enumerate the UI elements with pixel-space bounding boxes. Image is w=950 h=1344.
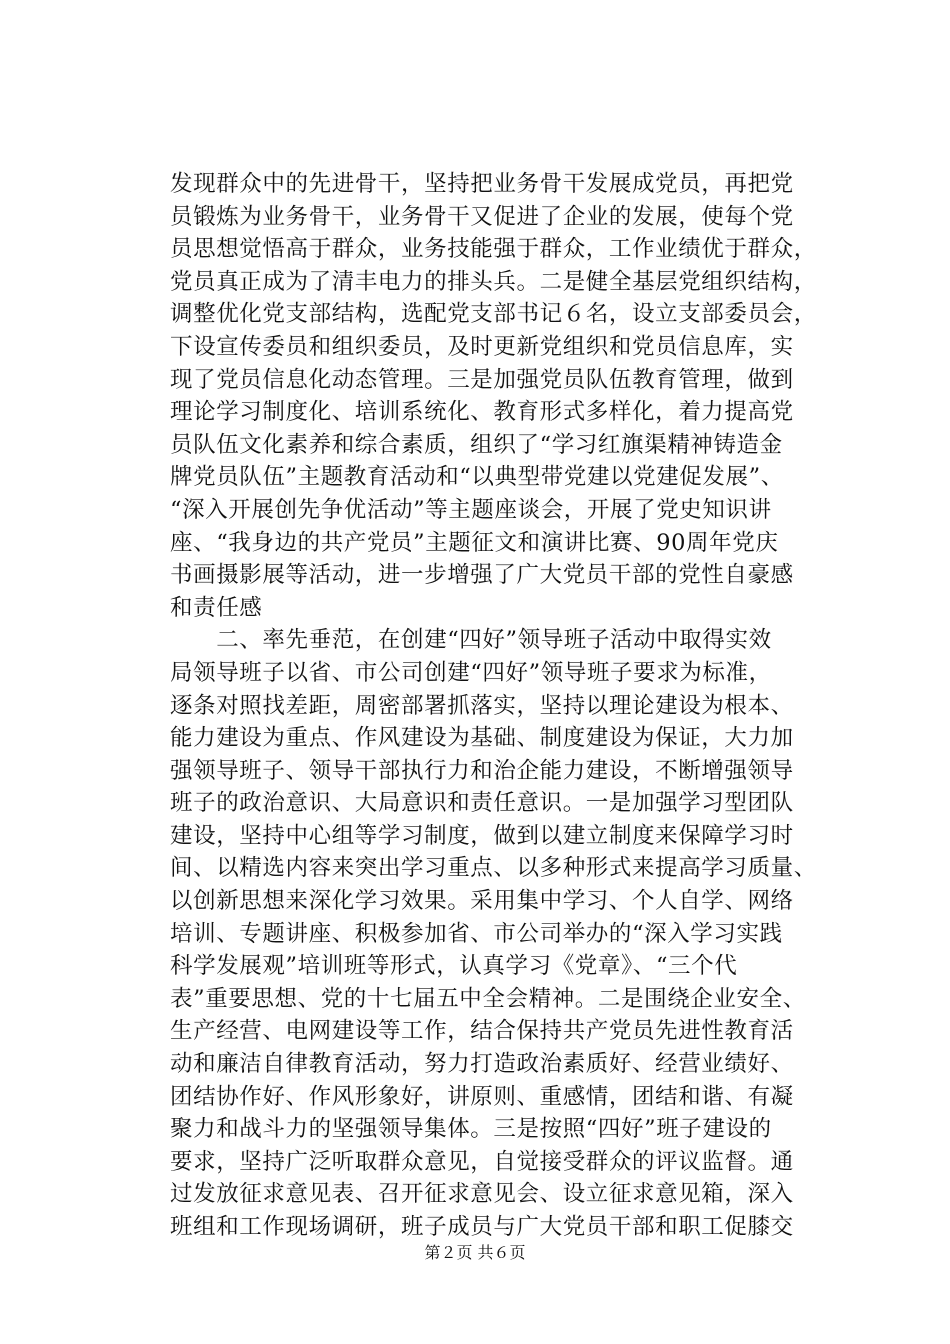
text-line: 聚力和战斗力的坚强领导集体。三是按照“四好”班子建设的 (170, 1116, 772, 1143)
text-line: 座、“我身边的共产党员”主题征文和演讲比赛、90周年党庆 (170, 529, 779, 556)
text-line: 现了党员信息化动态管理。三是加强党员队伍教育管理，做到 (170, 366, 794, 393)
text-line: 间、以精选内容来突出学习重点、以多种形式来提高学习质量、 (170, 855, 817, 882)
text-line: 班子的政治意识、大局意识和责任意识。一是加强学习型团队 (170, 790, 794, 817)
text-line: 科学发展观”培训班等形式，认真学习《党章》、“三个代 (170, 953, 738, 980)
text-line: 员思想觉悟高于群众，业务技能强于群众，工作业绩优于群众， (170, 236, 817, 263)
text-line: 建设，坚持中心组等学习制度，做到以建立制度来保障学习时 (170, 822, 794, 849)
text-line: 培训、专题讲座、积极参加省、市公司举办的“深入学习实践 (170, 920, 783, 947)
text-line: 逐条对照找差距，周密部署抓落实，坚持以理论建设为根本、 (170, 692, 794, 719)
text-line: 动和廉洁自律教育活动，努力打造政治素质好、经营业绩好、 (170, 1051, 794, 1078)
text-line: 下设宣传委员和组织委员，及时更新党组织和党员信息库，实 (170, 333, 794, 360)
text-line: 表”重要思想、党的十七届五中全会精神。二是围绕企业安全、 (170, 985, 806, 1012)
text-line: 过发放征求意见表、召开征求意见会、设立征求意见箱，深入 (170, 1181, 794, 1208)
text-line: 牌党员队伍”主题教育活动和“以典型带党建以党建促发展”、 (170, 464, 784, 491)
text-line: 理论学习制度化、培训系统化、教育形式多样化，着力提高党 (170, 399, 794, 426)
body-text (170, 168, 870, 1244)
text-line: 员队伍文化素养和综合素质，组织了“学习红旗渠精神铸造金 (170, 431, 783, 458)
text-line: 二、率先垂范，在创建“四好”领导班子活动中取得实效 (170, 627, 772, 654)
text-line: 党员真正成为了清丰电力的排头兵。二是健全基层党组织结构， (170, 268, 817, 295)
text-line: 员锻炼为业务骨干，业务骨干又促进了企业的发展，使每个党 (170, 203, 794, 230)
text-line: 团结协作好、作风形象好，讲原则、重感情，团结和谐、有凝 (170, 1083, 794, 1110)
text-line: 调整优化党支部结构，选配党支部书记６名，设立支部委员会， (170, 301, 817, 328)
text-line: 强领导班子、领导干部执行力和治企能力建设，不断增强领导 (170, 757, 794, 784)
text-line: 发现群众中的先进骨干，坚持把业务骨干发展成党员，再把党 (170, 171, 794, 197)
page-footer: 第２页 共６页 (424, 1243, 526, 1262)
text-line: 要求，坚持广泛听取群众意见，自觉接受群众的评议监督。通 (170, 1148, 794, 1175)
text-line: 生产经营、电网建设等工作，结合保持共产党员先进性教育活 (170, 1018, 794, 1045)
text-line: 能力建设为重点、作风建设为基础、制度建设为保证，大力加 (170, 725, 794, 752)
text-line: 书画摄影展等活动，进一步增强了广大党员干部的党性自豪感 (170, 562, 794, 589)
text-line: 以创新思想来深化学习效果。采用集中学习、个人自学、网络 (170, 888, 794, 915)
text-line: 局领导班子以省、市公司创建“四好”领导班子要求为标准， (170, 659, 772, 686)
text-line: 班组和工作现场调研，班子成员与广大党员干部和职工促膝交 (170, 1214, 794, 1240)
text-line: “深入开展创先争优活动”等主题座谈会，开展了党史知识讲 (170, 496, 772, 523)
text-line: 和责任感 (170, 594, 263, 621)
